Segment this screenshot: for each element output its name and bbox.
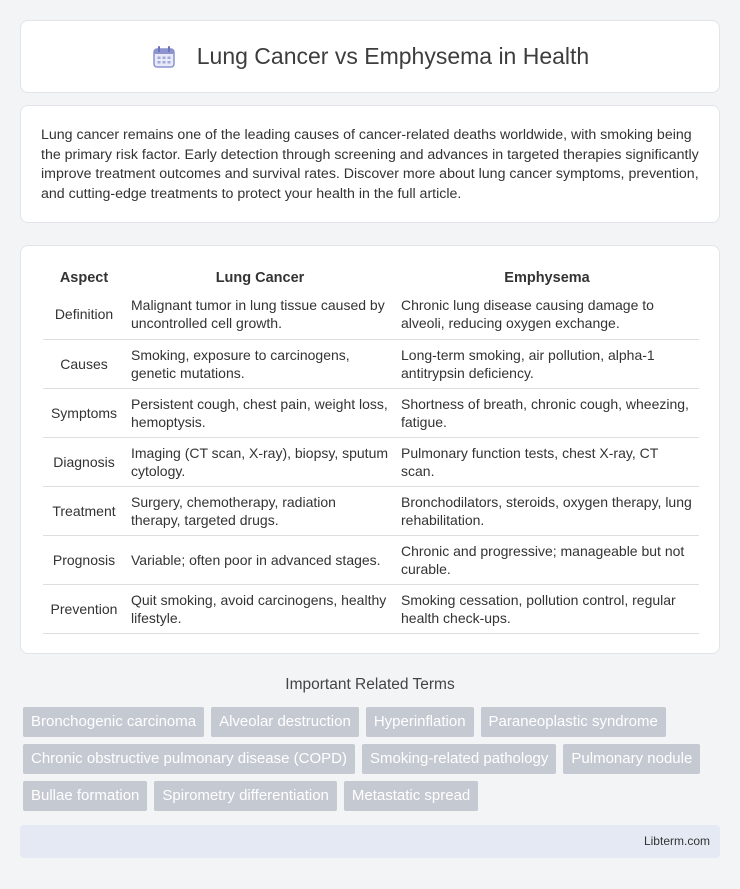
term-tag[interactable]: Alveolar destruction (211, 707, 359, 737)
row-aspect: Symptoms (43, 388, 125, 437)
term-tag[interactable]: Bronchogenic carcinoma (23, 707, 204, 737)
related-terms-heading: Important Related Terms (285, 676, 455, 693)
table-row (43, 584, 699, 633)
header (151, 43, 589, 70)
row-lung-cancer: Surgery, chemotherapy, radiation therapy, targeted drugs. (125, 486, 395, 535)
related-terms-list (23, 707, 723, 818)
header-emphysema: Emphysema (504, 270, 590, 286)
row-emphysema: Pulmonary function tests, chest X-ray, CT scan. (395, 437, 699, 486)
table-header-row (43, 266, 699, 290)
term-tag[interactable]: Spirometry differentiation (154, 781, 336, 811)
table-row (43, 486, 699, 535)
header-lung-cancer: Lung Cancer (215, 270, 305, 286)
term-tag[interactable]: Hyperinflation (366, 707, 474, 737)
term-tag[interactable]: Bullae formation (23, 781, 147, 811)
term-tag[interactable]: Metastatic spread (344, 781, 478, 811)
intro-card (20, 105, 720, 223)
term-tag[interactable]: Chronic obstructive pulmonary disease (COPD) (23, 744, 355, 774)
table-row (43, 290, 699, 339)
row-lung-cancer: Smoking, exposure to carcinogens, genetic mutations. (125, 339, 395, 388)
row-lung-cancer: Persistent cough, chest pain, weight loss, hemoptysis. (125, 388, 395, 437)
table-row (43, 339, 699, 388)
term-tag[interactable]: Smoking-related pathology (362, 744, 556, 774)
comparison-table (43, 266, 699, 634)
row-aspect: Causes (43, 339, 125, 388)
row-lung-cancer: Variable; often poor in advanced stages. (125, 535, 395, 584)
row-emphysema: Chronic and progressive; manageable but not curable. (395, 535, 699, 584)
row-lung-cancer: Malignant tumor in lung tissue caused by uncontrolled cell growth. (125, 290, 395, 339)
footer (20, 825, 720, 858)
row-aspect: Prevention (43, 584, 125, 633)
footer-site-link[interactable]: Libterm.com (643, 834, 710, 848)
row-aspect: Prognosis (43, 535, 125, 584)
header-aspect: Aspect (59, 270, 109, 286)
row-lung-cancer: Imaging (CT scan, X-ray), biopsy, sputum cytology. (125, 437, 395, 486)
row-aspect: Treatment (43, 486, 125, 535)
comparison-card (20, 245, 720, 654)
row-lung-cancer: Quit smoking, avoid carcinogens, healthy lifestyle. (125, 584, 395, 633)
row-emphysema: Shortness of breath, chronic cough, wheezing, fatigue. (395, 388, 699, 437)
calendar-icon (151, 44, 177, 70)
page-title: Lung Cancer vs Emphysema in Health (196, 43, 590, 69)
table-row (43, 388, 699, 437)
term-tag[interactable]: Pulmonary nodule (563, 744, 700, 774)
intro-paragraph: Lung cancer remains one of the leading causes of cancer-related deaths worldwide, with smoking being the primary risk factor. Early detection through screening and advances in targeted therapies significantly improve treatment outcomes and survival rates. Discover more about lung cancer symptoms, prevention, and cutting-edge treatments to protect your health in the full article. (41, 127, 699, 202)
row-emphysema: Smoking cessation, pollution control, regular health check-ups. (395, 584, 699, 633)
row-emphysema: Bronchodilators, steroids, oxygen therapy, lung rehabilitation. (395, 486, 699, 535)
row-aspect: Diagnosis (43, 437, 125, 486)
row-emphysema: Long-term smoking, air pollution, alpha-1 antitrypsin deficiency. (395, 339, 699, 388)
row-aspect: Definition (43, 290, 125, 339)
table-row (43, 535, 699, 584)
term-tag[interactable]: Paraneoplastic syndrome (481, 707, 666, 737)
header-card (20, 20, 720, 93)
table-row (43, 437, 699, 486)
row-emphysema: Chronic lung disease causing damage to alveoli, reducing oxygen exchange. (395, 290, 699, 339)
